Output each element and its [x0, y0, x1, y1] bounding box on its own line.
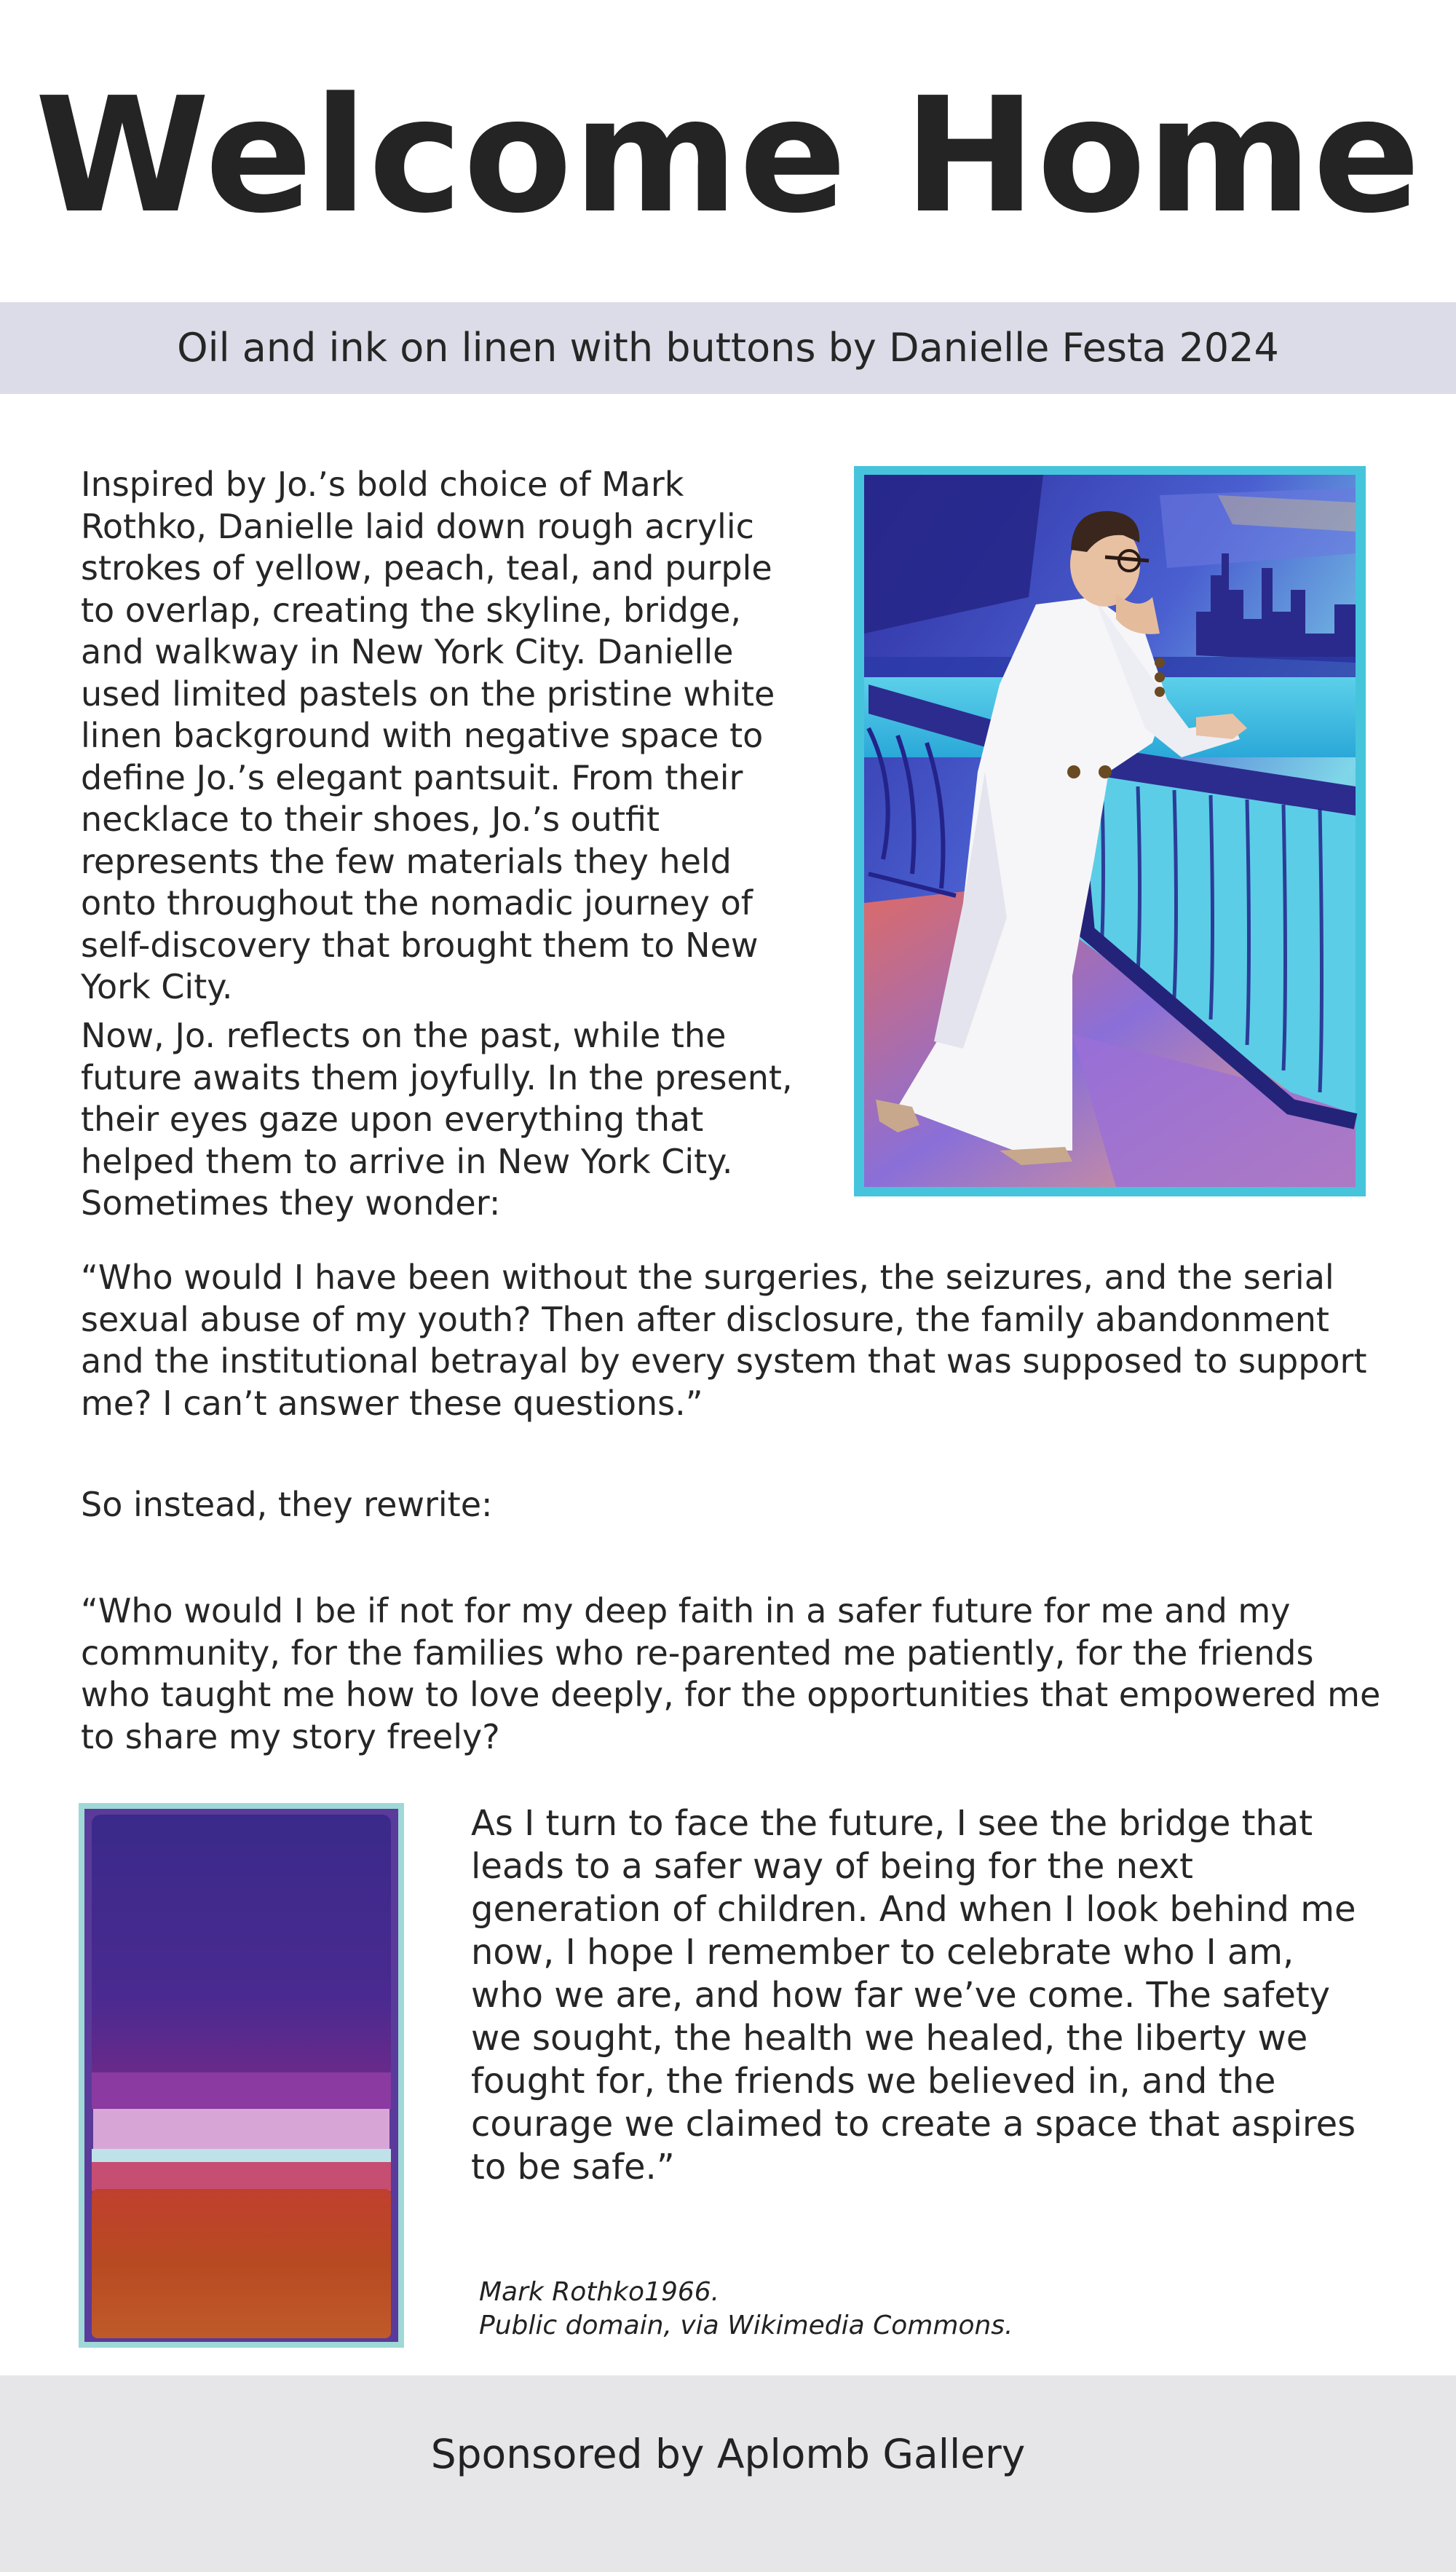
quote-past: “Who would I have been without the surgeries, the seizures, and the serial sexual abuse of my youth? Then after disclosure, the family abandonment and the institutional betrayal by every system that was supposed to support me? I can’t answer these questions.” [81, 1258, 1367, 1423]
page-title: Welcome Home [34, 64, 1422, 248]
sponsor-text: Sponsored by Aplomb Gallery [430, 2431, 1026, 2477]
image-credit-artist: Mark Rothko1966. [479, 2277, 720, 2307]
artwork-subtitle: Oil and ink on linen with buttons by Danielle Festa 2024 [177, 325, 1279, 371]
quote-future: “Who would I be if not for my deep faith in a safer future for me and my community, for the families who re-parented me patiently, for the friends who taught me how to love deeply, for the opportunities that empowered me to share my story freely? [81, 1591, 1381, 1756]
description-paragraph-1: Inspired by Jo.’s bold choice of Mark Rothko, Danielle laid down rough acrylic strokes of yellow, peach, teal, and purple to overlap, creating the skyline, bridge, and walkway in New York City. Danielle used limited pastels on the pristine white linen background with negative space to define Jo.’s elegant pantsuit. From their necklace to their shoes, Jo.’s outfit represents the few materials they held onto throughout the nomadic journey of self-discovery that brought them to New York City. [81, 465, 775, 1006]
description-paragraph-2: Now, Jo. reflects on the past, while the future awaits them joyfully. In the present, their eyes gaze upon everything that helped them to arrive in New York City. Sometimes they wonder: [81, 1016, 793, 1223]
rothko-painting-image [79, 1803, 404, 2348]
image-credit [479, 2276, 1280, 2343]
image-credit-license: Public domain, via Wikimedia Commons. [479, 2311, 1013, 2340]
artwork-painting-image [854, 466, 1366, 1196]
rewrite-intro: So instead, they rewrite: [81, 1485, 493, 1524]
quote-future-continued: As I turn to face the future, I see the bridge that leads to a safer way of being for the next generation of children. And when I look behind me now, I hope I remember to celebrate who I am, who we are, and how far we’ve come. The safety we sought, the health we healed, the liberty we fought for, the friends we believed in, and the courage we claimed to create a space that aspires to be safe.” [471, 1803, 1356, 2188]
